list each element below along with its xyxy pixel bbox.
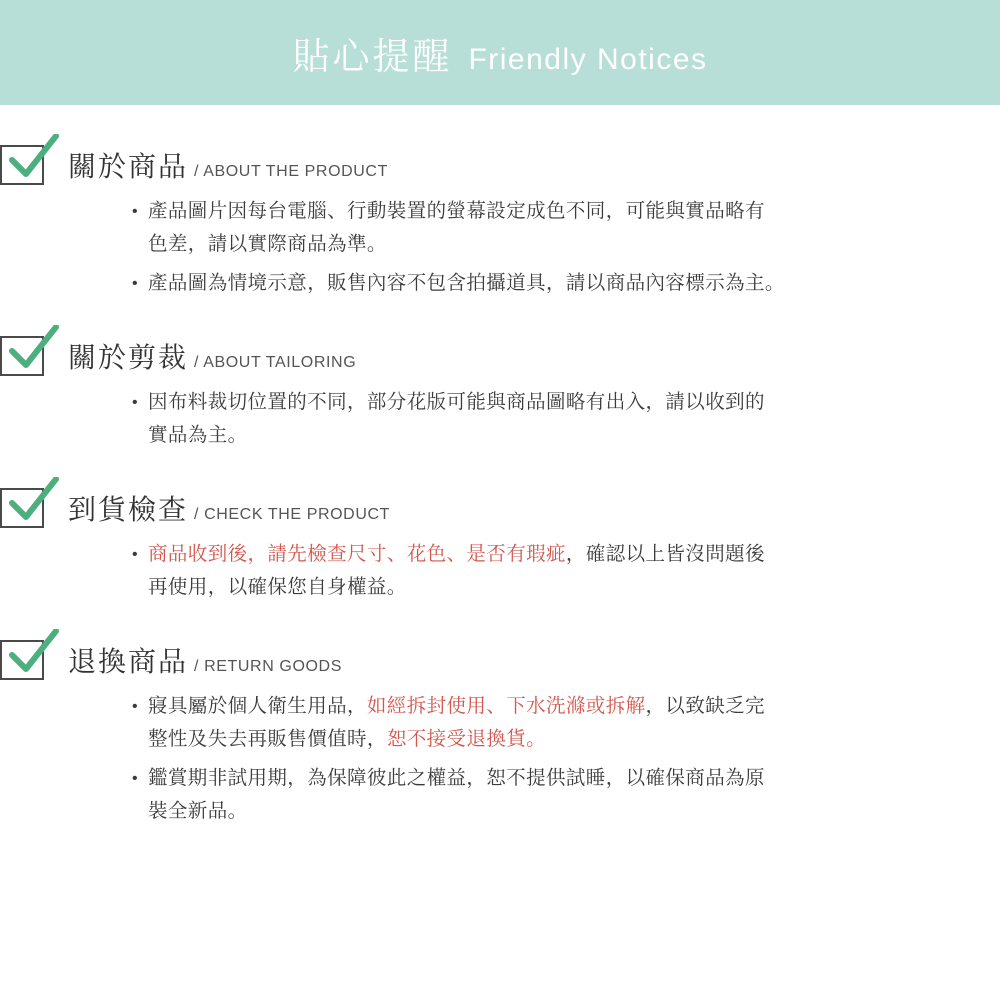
bullet-line-1-post: ，以致缺乏完 — [645, 695, 765, 717]
bullet-line-1: • 產品圖為情境示意，販售內容不包含拍攝道具，請以商品內容標示為主。 — [148, 272, 785, 294]
checkbox-checked-icon — [0, 638, 60, 682]
section-header — [0, 638, 1000, 682]
section-title-en: / RETURN GOODS — [194, 658, 342, 675]
checkbox-checked-icon — [0, 334, 60, 378]
checkbox-checked-icon — [0, 143, 60, 187]
list-item — [148, 762, 970, 828]
banner-title — [292, 26, 707, 80]
section-title-zh: 到貨檢查 — [68, 494, 189, 525]
banner-title-zh: 貼心提醒 — [292, 35, 453, 77]
section-header — [0, 143, 1000, 187]
list-item — [148, 386, 970, 452]
highlight-text: 恕不接受退換貨。 — [386, 728, 547, 750]
bullet-line-2: 實品為主。 — [148, 424, 248, 446]
bullet-line-1-plain: ，確認以上皆沒問題後 — [565, 543, 765, 565]
banner-title-en: Friendly Notices — [468, 42, 708, 76]
section-bullets — [0, 690, 1000, 828]
list-item — [148, 267, 970, 300]
section-bullets — [0, 195, 1000, 300]
section-title-zh: 退換商品 — [68, 646, 189, 677]
bullet-line-2: 再使用，以確保您自身權益。 — [148, 576, 407, 598]
section-title-zh: 關於剪裁 — [68, 342, 189, 373]
section-title-en: / ABOUT TAILORING — [194, 354, 357, 371]
bullet-line-1: • 因布料裁切位置的不同，部分花版可能與商品圖略有出入，請以收到的 — [148, 391, 765, 413]
bullet-line-1: • 產品圖片因每台電腦、行動裝置的螢幕設定成色不同，可能與實品略有 — [148, 200, 765, 222]
section-bullets — [0, 538, 1000, 604]
bullet-line-2-pre: 整性及失去再販售價值時， — [148, 728, 387, 750]
section-check-product — [0, 486, 1000, 604]
checkbox-checked-icon — [0, 486, 60, 530]
section-title-zh: 關於商品 — [68, 151, 189, 182]
bullet-line-2 — [148, 723, 970, 756]
list-item — [148, 195, 970, 261]
notices-content — [0, 105, 1000, 828]
bullet-line-1: • 鑑賞期非試用期，為保障彼此之權益，恕不提供試睡，以確保商品為原 — [148, 767, 765, 789]
section-header — [0, 486, 1000, 530]
list-item — [148, 538, 970, 604]
bullet-line-1-pre: 寢具屬於個人衛生用品， — [148, 695, 367, 717]
section-about-product — [0, 143, 1000, 300]
section-bullets — [0, 386, 1000, 452]
bullet-line-2: 色差，請以實際商品為準。 — [148, 233, 387, 255]
section-header — [0, 334, 1000, 378]
highlight-text: 商品收到後，請先檢查尺寸、花色、是否有瑕疵 — [148, 543, 566, 565]
bullet-line-1 — [148, 538, 970, 571]
section-title-en: / CHECK THE PRODUCT — [194, 506, 391, 523]
bullet-line-2: 裝全新品。 — [148, 800, 248, 822]
list-item — [148, 690, 970, 756]
page-header-banner — [0, 0, 1000, 105]
section-return-goods — [0, 638, 1000, 828]
section-about-tailoring — [0, 334, 1000, 452]
highlight-text: 如經拆封使用、下水洗滌或拆解 — [366, 695, 646, 717]
bullet-line-1 — [148, 690, 970, 723]
section-title-en: / ABOUT THE PRODUCT — [194, 163, 388, 180]
